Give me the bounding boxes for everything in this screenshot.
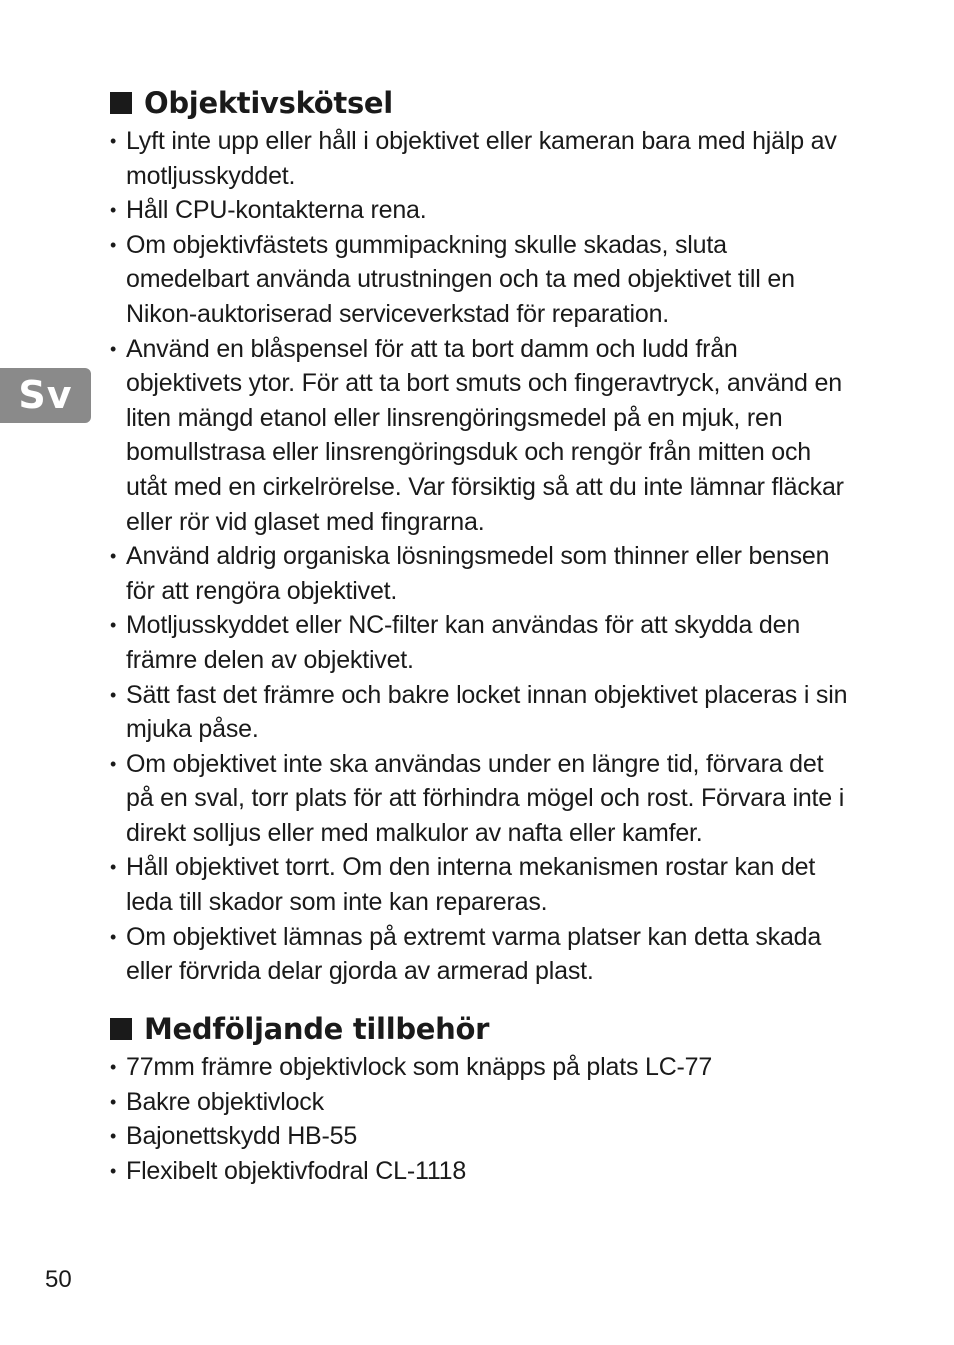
section-title: Medföljande tillbehör bbox=[144, 1012, 490, 1046]
section-heading bbox=[110, 84, 850, 122]
list-item: • Håll CPU-kontakterna rena. bbox=[110, 193, 850, 228]
list-item: • Flexibelt objektivfodral CL-1118 bbox=[110, 1154, 850, 1189]
list-item: • Använd en blåspensel för att ta bort damm och ludd från objektivets ytor. För att ta bort smuts och fingeravtryck, använd en liten mängd etanol eller linsrengöringsmedel på en mjuk, ren bomullstrasa eller linsrengöringsduk och rengör från mitten och utåt med en cirkelrörelse. Var försiktig så att du inte lämnar fläckar eller rör vid glaset med fingrarna. bbox=[110, 332, 850, 540]
list-item: • Om objektivet inte ska användas under en längre tid, förvara det på en sval, torr plats för att förhindra mögel och rost. Förvara inte i direkt solljus eller med malkulor av nafta eller kamfer. bbox=[110, 747, 850, 851]
list-item: • Motljusskyddet eller NC-filter kan användas för att skydda den främre delen av objektivet. bbox=[110, 608, 850, 677]
list-item: • Håll objektivet torrt. Om den interna mekanismen rostar kan det leda till skador som inte kan repareras. bbox=[110, 850, 850, 919]
list-item: • Om objektivet lämnas på extremt varma platser kan detta skada eller förvrida delar gjorda av armerad plast. bbox=[110, 920, 850, 989]
square-bullet-icon bbox=[110, 92, 132, 114]
bullet-list bbox=[110, 124, 850, 989]
list-item: • Bajonettskydd HB-55 bbox=[110, 1119, 850, 1154]
list-item: • Om objektivfästets gummipackning skulle skadas, sluta omedelbart använda utrustningen och ta med objektivet till en Nikon-auktoriserad serviceverkstad för reparation. bbox=[110, 228, 850, 332]
list-item: • Bakre objektivlock bbox=[110, 1085, 850, 1120]
bullet-list bbox=[110, 1050, 850, 1188]
section-lens-care bbox=[110, 84, 850, 989]
list-item: • Använd aldrig organiska lösningsmedel som thinner eller bensen för att rengöra objektivet. bbox=[110, 539, 850, 608]
square-bullet-icon bbox=[110, 1018, 132, 1040]
section-title: Objektivskötsel bbox=[144, 86, 393, 120]
page-number: 50 bbox=[45, 1266, 72, 1293]
section-heading bbox=[110, 1010, 850, 1048]
list-item: • Lyft inte upp eller håll i objektivet eller kameran bara med hjälp av motljusskyddet. bbox=[110, 124, 850, 193]
language-tab: Sv bbox=[0, 368, 91, 423]
list-item: • 77mm främre objektivlock som knäpps på plats LC-77 bbox=[110, 1050, 850, 1085]
list-item: • Sätt fast det främre och bakre locket innan objektivet placeras i sin mjuka påse. bbox=[110, 678, 850, 747]
section-supplied-accessories bbox=[110, 1010, 850, 1188]
